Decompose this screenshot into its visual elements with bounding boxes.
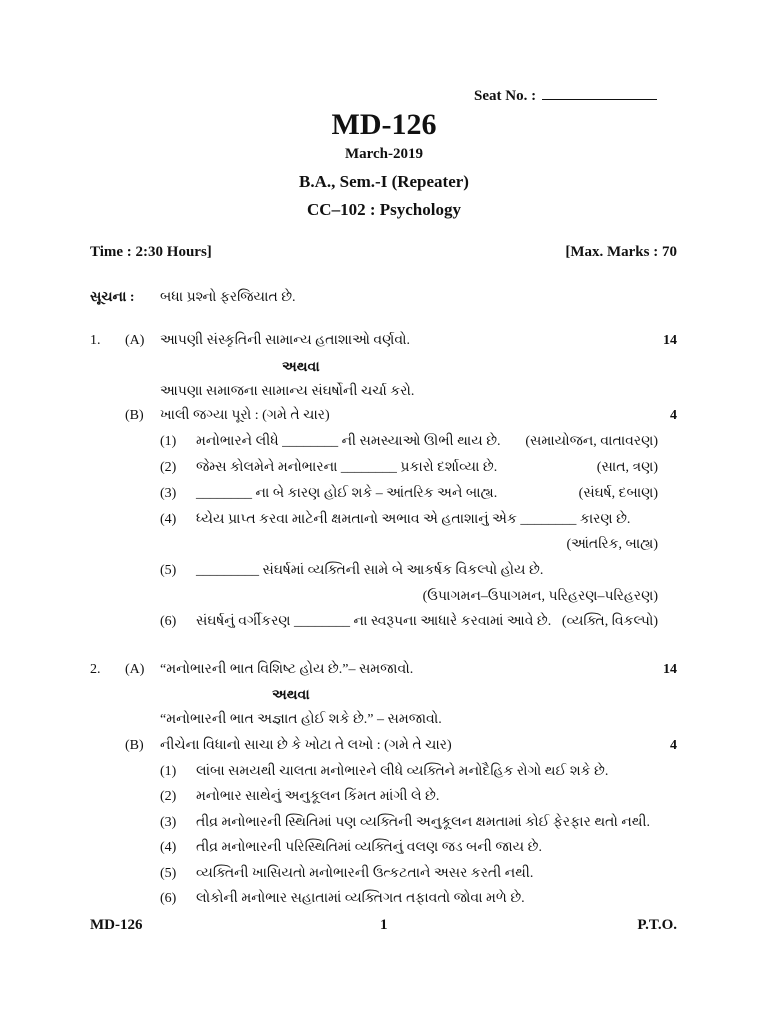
q1-item-hint: (આંતરિક, બાહ્ય) <box>566 537 658 552</box>
q1-a-marks: 14 <box>663 333 677 348</box>
q1-a-label: (A) <box>125 333 145 348</box>
q1-item-text: સંઘર્ષનું વર્ગીકરણ ________ ના સ્વરૂપના આધારે કરવામાં આવે છે. <box>196 614 552 629</box>
q1-item-hint: (સંઘર્ષ, દબાણ) <box>578 486 658 501</box>
q2-item-text: લાંબા સમયથી ચાલતા મનોભારને લીધે વ્યક્તિને મનોદૈહિક રોગો થઈ શકે છે. <box>196 764 609 779</box>
q2-item-number: (1) <box>160 764 177 779</box>
q1-item-hint: (ઉપાગમન–ઉપાગમન, પરિહરણ–પરિહરણ) <box>422 589 658 604</box>
q2-or: અથવા <box>272 688 310 703</box>
subject-title: CC–102 : Psychology <box>307 200 461 219</box>
q1-a-alt-text: આપણા સમાજના સામાન્ય સંઘર્ષોની ચર્ચા કરો. <box>160 384 415 399</box>
exam-month: March-2019 <box>344 146 424 162</box>
q2-a-marks: 14 <box>663 662 677 677</box>
q1-item-hint: (સમાયોજન, વાતાવરણ) <box>525 434 658 449</box>
q2-a-label: (A) <box>125 662 145 677</box>
q2-item-text: તીવ્ર મનોભારની સ્થિતિમાં પણ વ્યક્તિની અનુકૂલન ક્ષમતામાં કોઈ ફેરફાર થતો નથી. <box>196 815 651 830</box>
q1-item-number: (3) <box>160 486 177 501</box>
instruction-text: બધા પ્રશ્નો ફરજિયાત છે. <box>160 290 296 305</box>
max-marks: [Max. Marks : 70 <box>565 244 677 260</box>
q2-item-text: લોકોની મનોભાર સહાતામાં વ્યક્તિગત તફાવતો જોવા મળે છે. <box>196 891 525 906</box>
q2-item-number: (6) <box>160 891 177 906</box>
q2-b-label: (B) <box>125 738 144 753</box>
q2-number: 2. <box>90 662 101 677</box>
q1-or: અથવા <box>282 360 320 375</box>
q2-item-number: (4) <box>160 840 177 855</box>
q2-item-text: મનોભાર સાથેનું અનુકૂલન કિંમત માંગી લે છે. <box>196 789 440 804</box>
q2-item-number: (2) <box>160 789 177 804</box>
q2-item-number: (5) <box>160 866 177 881</box>
seat-number-blank <box>542 87 657 100</box>
q1-number: 1. <box>90 333 101 348</box>
time-allowed: Time : 2:30 Hours] <box>90 244 212 260</box>
q1-item-number: (5) <box>160 563 177 578</box>
q1-item-text: જેમ્સ કોલમેને મનોભારના ________ પ્રકારો દર્શાવ્યા છે. <box>196 460 498 475</box>
q1-item-number: (2) <box>160 460 177 475</box>
footer-paper-code: MD-126 <box>90 917 143 933</box>
q1-item-number: (4) <box>160 512 177 527</box>
page-number: 1 <box>380 917 388 933</box>
q2-item-text: તીવ્ર મનોભારની પરિસ્થિતિમાં વ્યક્તિનું વલણ જડ બની જાય છે. <box>196 840 542 855</box>
q2-b-marks: 4 <box>670 738 677 753</box>
q1-item-hint: (સાત, ત્રણ) <box>596 460 658 475</box>
q1-item-hint: (વ્યક્તિ, વિકલ્પો) <box>561 614 658 629</box>
q1-b-marks: 4 <box>670 408 677 423</box>
instruction-label: સૂચના : <box>90 290 135 305</box>
please-turn-over: P.T.O. <box>637 917 677 933</box>
q1-b-text: ખાલી જગ્યા પૂરો : (ગમે તે ચાર) <box>160 408 330 423</box>
q1-item-text: મનોભારને લીધે ________ ની સમસ્યાઓ ઊભી થાય છે. <box>196 434 501 449</box>
q1-a-text: આપણી સંસ્કૃતિની સામાન્ય હતાશાઓ વર્ણવો. <box>160 333 411 348</box>
q1-item-number: (1) <box>160 434 177 449</box>
q2-b-text: નીચેના વિધાનો સાચા છે કે ખોટા તે લખો : (ગમે તે ચાર) <box>160 738 452 753</box>
q1-b-label: (B) <box>125 408 144 423</box>
q2-a-text: “મનોભારની ભાત વિશિષ્ટ હોય છે.”– સમજાવો. <box>160 662 414 677</box>
seat-number-field <box>474 87 657 105</box>
paper-code: MD-126 <box>331 108 437 141</box>
q1-item-text: ધ્યેય પ્રાપ્ત કરવા માટેની ક્ષમતાનો અભાવ એ હતાશાનું એક ________ કારણ છે. <box>196 512 631 527</box>
seat-number-label: Seat No. : <box>474 88 537 104</box>
q2-item-number: (3) <box>160 815 177 830</box>
q1-item-text: _________ સંઘર્ષમાં વ્યક્તિની સામે બે આકર્ષક વિકલ્પો હોય છે. <box>196 563 544 578</box>
course-title: B.A., Sem.-I (Repeater) <box>299 172 469 191</box>
q2-item-text: વ્યક્તિની ખાસિયતો મનોભારની ઉત્કટતાને અસર કરતી નથી. <box>196 866 534 881</box>
q1-item-text: ________ ના બે કારણ હોઈ શકે – આંતરિક અને બાહ્ય. <box>196 486 498 501</box>
q2-a-alt-text: “મનોભારની ભાત અજ્ઞાત હોઈ શકે છે.” – સમજાવો. <box>160 712 442 727</box>
q1-item-number: (6) <box>160 614 177 629</box>
